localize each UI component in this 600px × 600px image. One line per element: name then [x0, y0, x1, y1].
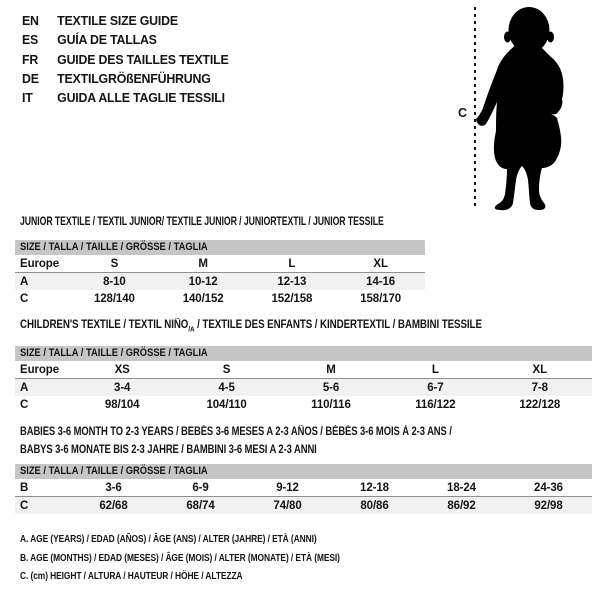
row-label: C [15, 497, 70, 515]
size-header-band [15, 464, 592, 479]
lang-title: TEXTILGRÖßENFÜHRUNG [57, 70, 211, 86]
babies-title-line1: BABIES 3-6 MONTH TO 2-3 YEARS / BEBÉS 3-6 MESES A 2-3 AÑOS / BÉBÉS 3-6 MOIS À 2-3 ANS / [20, 426, 452, 438]
size-cell: L [431, 363, 439, 376]
size-header-text: SIZE / TALLA / TAILLE / GRÖSSE / TAGLIA [20, 465, 208, 477]
size-cell: XL [532, 363, 548, 376]
lang-code: FR [22, 51, 39, 67]
size-header-text: SIZE / TALLA / TAILLE / GRÖSSE / TAGLIA [20, 241, 208, 253]
height-cell: 68/74 [157, 497, 244, 515]
size-cell: S [222, 363, 231, 376]
children-title-post: / TEXTILE DES ENFANTS / KINDERTEXTIL / BAMBINI TESSILE [194, 319, 482, 331]
row-label: A [15, 273, 70, 291]
lang-row-de [22, 69, 229, 88]
age-cell: 3-4 [70, 379, 174, 397]
children-title-sub: /A [188, 324, 195, 334]
height-cell: 62/68 [70, 497, 157, 515]
age-cell: 12-18 [360, 481, 389, 494]
children-title-pre: CHILDREN'S TEXTILE / TEXTIL NIÑO [20, 319, 189, 331]
age-cell: 12-13 [248, 273, 337, 291]
size-cell: M [326, 363, 336, 376]
footnote-b: B. AGE (MONTHS) / EDAD (MESES) / ÂGE (MOIS) / ALTER (MONATE) / ETÀ (MESI) [20, 551, 340, 564]
measure-c-label: C [458, 106, 468, 120]
lang-row-es [22, 30, 229, 49]
lang-row-it [22, 88, 229, 107]
height-cell: 122/128 [519, 398, 561, 411]
size-cell: XL [373, 257, 388, 270]
size-header-text: SIZE / TALLA / TAILLE / GRÖSSE / TAGLIA [20, 347, 208, 359]
size-header-band [15, 346, 592, 361]
junior-section-title: JUNIOR TEXTILE / TEXTIL JUNIOR/ TEXTILE JUNIOR / JUNIORTEXTIL / JUNIOR TESSILE [20, 216, 384, 228]
height-cell: 140/152 [182, 292, 224, 305]
age-cell: 6-9 [192, 481, 209, 494]
lang-code: EN [22, 13, 39, 28]
height-cell: 74/80 [244, 497, 331, 515]
row-label: Europe [20, 363, 60, 376]
height-cell: 110/116 [311, 398, 351, 411]
height-cell: 128/140 [93, 292, 135, 305]
height-cell: 92/98 [505, 497, 592, 515]
age-cell: 9-12 [276, 481, 299, 494]
table-row-height [15, 290, 425, 307]
junior-size-table [15, 240, 425, 307]
babies-section-title [20, 424, 452, 459]
row-label: A [15, 379, 70, 397]
footnote-c: C. (cm) HEIGHT / ALTURA / HAUTEUR / HÖHE / ALTEZZA [20, 570, 243, 583]
age-cell: 5-6 [279, 379, 383, 397]
table-row-age [15, 379, 592, 397]
age-cell: 24-36 [534, 481, 563, 494]
table-row-height [15, 396, 592, 413]
babies-title-line2: BABYS 3-6 MONATE BIS 2-3 JAHRE / BAMBINI 3-6 MESI A 2-3 ANNI [20, 443, 317, 456]
row-label: Europe [20, 257, 60, 270]
babies-size-table [15, 464, 592, 514]
table-row-age-months [15, 479, 592, 497]
table-row-europe [15, 361, 592, 379]
age-cell: 14-16 [336, 273, 425, 291]
children-size-table [15, 346, 592, 413]
table-row-europe [15, 255, 425, 273]
height-measure-figure [450, 0, 580, 215]
row-label: B [20, 481, 29, 494]
lang-code: IT [22, 90, 33, 106]
age-cell: 3-6 [105, 481, 122, 494]
height-cell: 104/110 [206, 398, 247, 411]
height-cell: 80/86 [331, 497, 418, 515]
table-row-height [15, 497, 592, 515]
size-header-band [15, 240, 425, 255]
table-row-age [15, 273, 425, 291]
height-cell: 116/122 [415, 398, 456, 411]
lang-title: TEXTILE SIZE GUIDE [57, 13, 178, 28]
height-cell: 86/92 [418, 497, 505, 515]
lang-code: DE [22, 70, 39, 86]
age-cell: 18-24 [447, 481, 476, 494]
legend-footnotes [20, 530, 340, 586]
row-label: C [20, 398, 29, 411]
lang-title: GUÍA DE TALLAS [57, 32, 157, 48]
age-cell: 8-10 [70, 273, 159, 291]
lang-title: GUIDA ALLE TAGLIE TESSILI [57, 90, 225, 106]
size-cell: S [110, 257, 119, 270]
size-cell: XS [114, 363, 130, 376]
size-cell: L [288, 257, 296, 270]
lang-row-fr [22, 50, 229, 69]
age-cell: 6-7 [383, 379, 487, 397]
age-cell: 4-5 [174, 379, 278, 397]
height-cell: 98/104 [104, 398, 140, 411]
language-legend [22, 11, 229, 107]
height-cell: 158/170 [360, 292, 402, 305]
age-cell: 7-8 [488, 379, 592, 397]
lang-code: ES [22, 32, 39, 48]
baby-silhouette-icon [450, 0, 580, 215]
lang-title: GUIDE DES TAILLES TEXTILE [57, 51, 229, 67]
age-cell: 10-12 [159, 273, 248, 291]
footnote-a: A. AGE (YEARS) / EDAD (AÑOS) / ÂGE (ANS) / ALTER (JAHRE) / ETÀ (ANNI) [20, 533, 317, 545]
row-label: C [20, 292, 29, 305]
height-cell: 152/158 [271, 292, 313, 305]
lang-row-en [22, 11, 229, 30]
children-section-title [20, 319, 482, 333]
size-cell: M [198, 257, 208, 270]
